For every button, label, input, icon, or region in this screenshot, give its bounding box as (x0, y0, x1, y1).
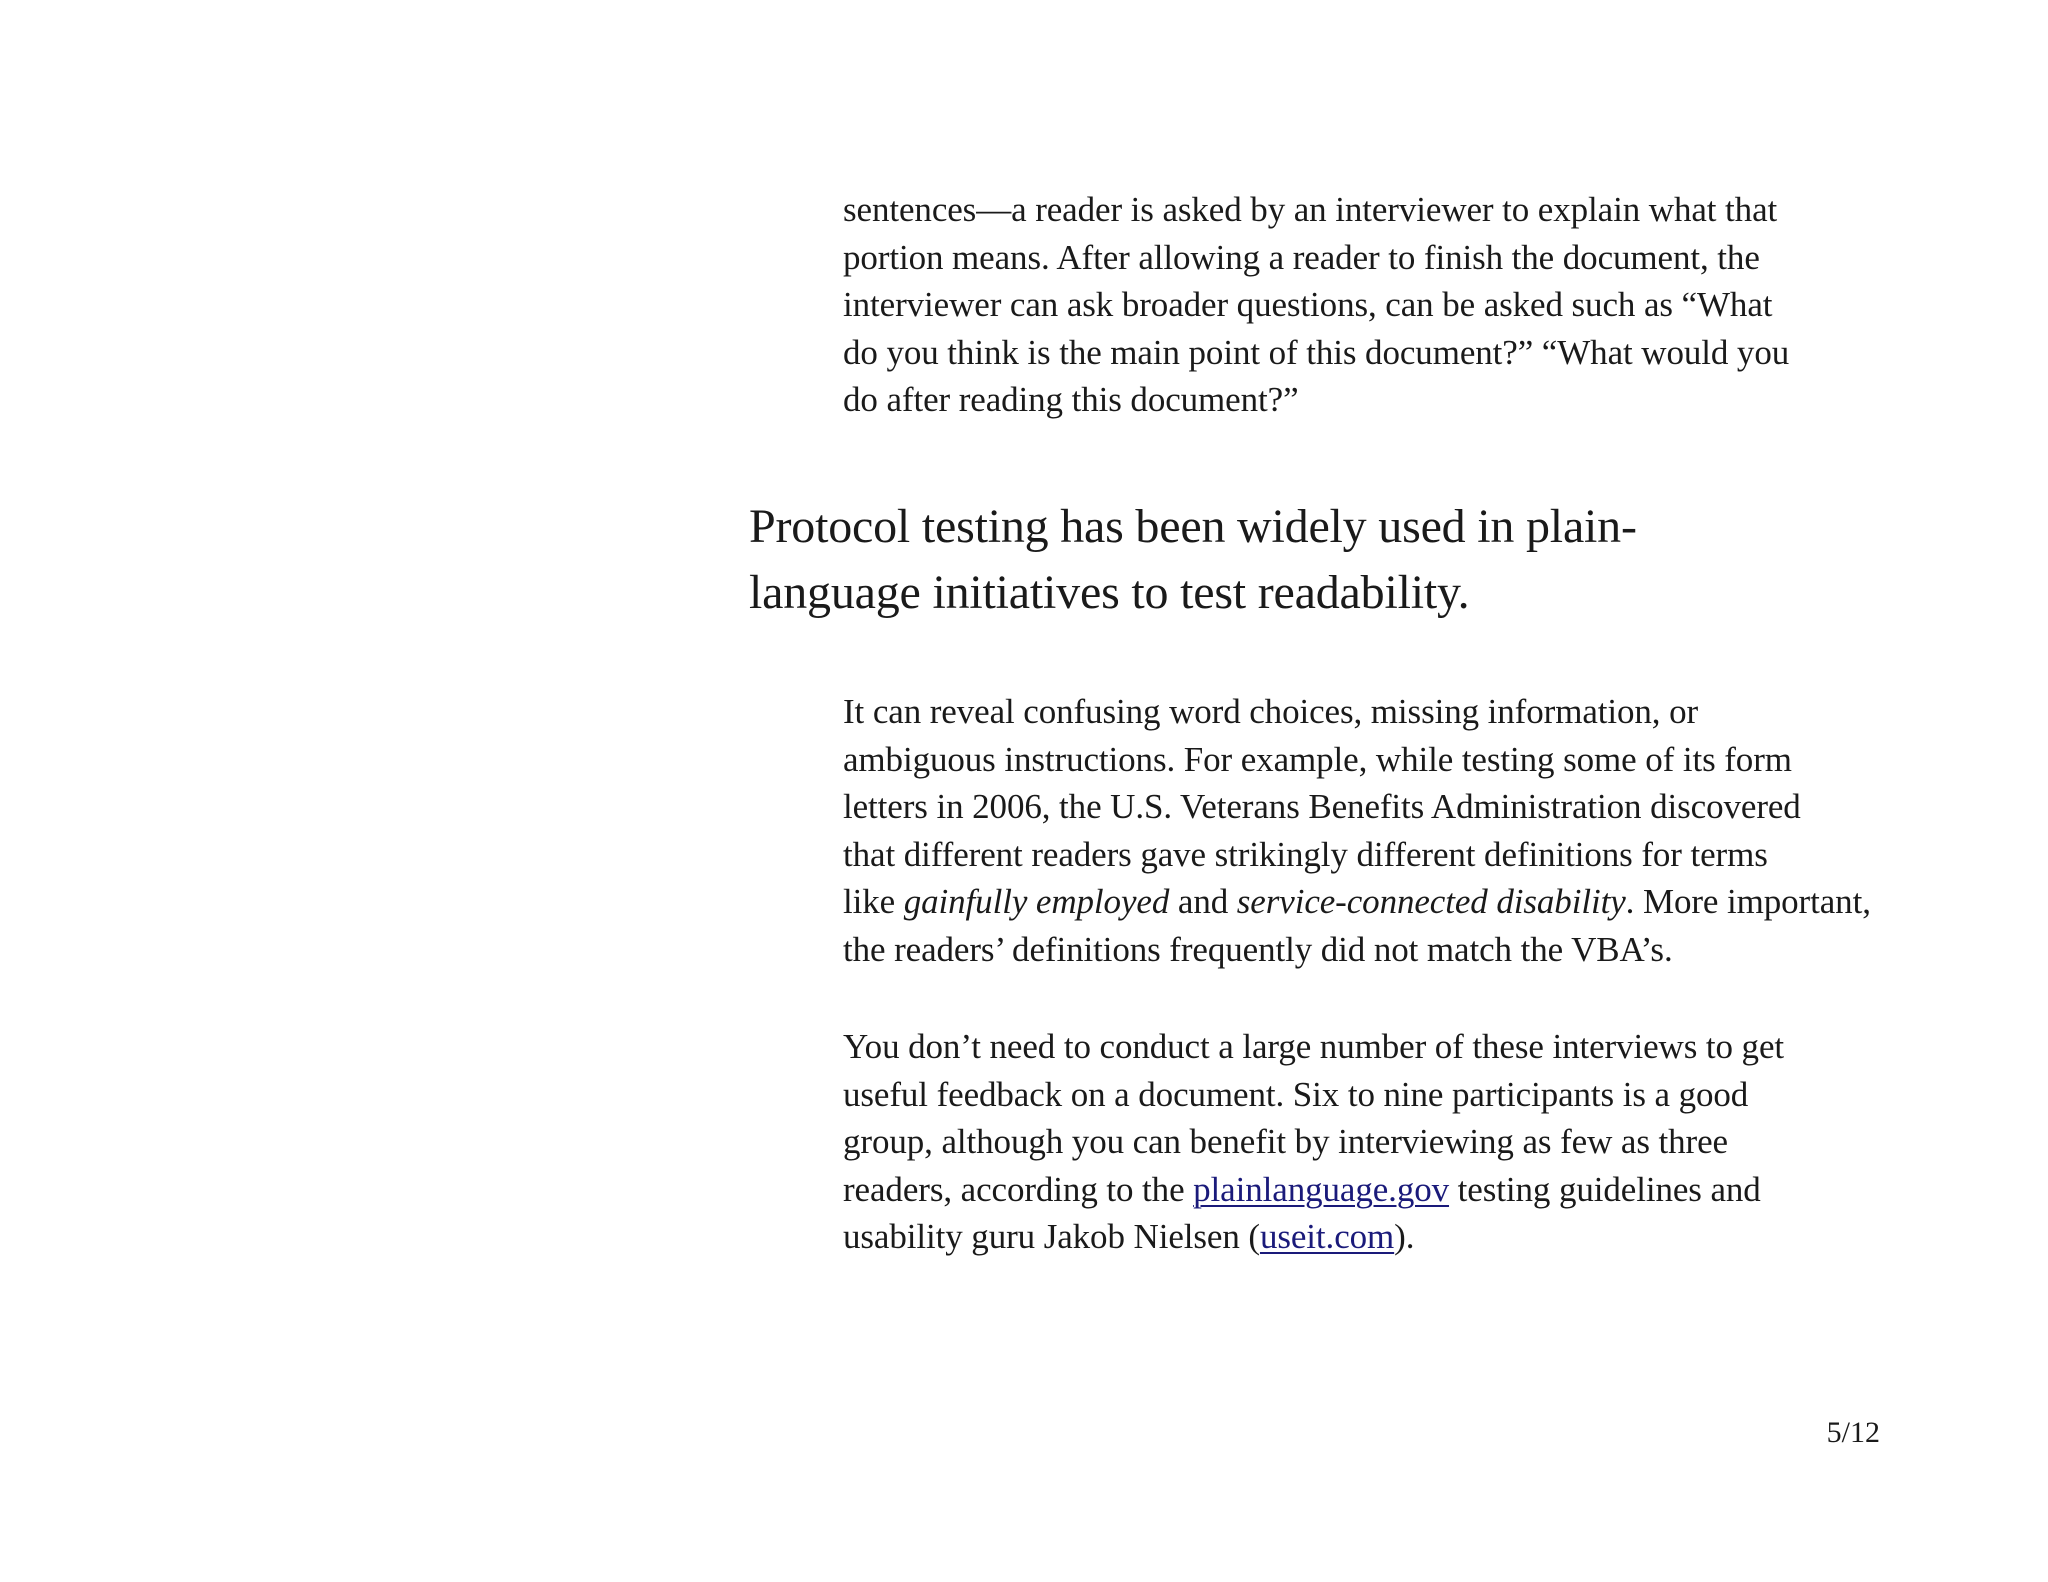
text-fragment: like (843, 882, 904, 921)
text-line: useful feedback on a document. Six to nine participants is a good (843, 1074, 1749, 1114)
paragraph-vba (843, 688, 1883, 973)
term-service-connected-disability: service-connected disability (1236, 882, 1626, 921)
text-line: portion means. After allowing a reader to finish the document, the (843, 237, 1760, 277)
text-line (843, 1213, 1883, 1261)
term-gainfully-employed: gainfully employed (903, 882, 1170, 921)
text-line (843, 1166, 1883, 1214)
text-line: letters in 2006, the U.S. Veterans Benefits Administration discovered (843, 787, 1801, 826)
section-heading (749, 494, 1909, 626)
plainlanguage-link[interactable]: plainlanguage.gov (1193, 1169, 1450, 1209)
text-line: You don’t need to conduct a large number of these interviews to get (843, 1027, 1785, 1066)
text-line: interviewer can ask broader questions, can be asked such as “What (843, 285, 1773, 324)
text-line: ambiguous instructions. For example, while testing some of its form (843, 739, 1792, 779)
paragraph-intro (843, 186, 1883, 424)
heading-line: language initiatives to test readability. (749, 566, 1470, 619)
text-fragment: ). (1394, 1217, 1415, 1256)
text-line: the readers’ definitions frequently did not match the VBA’s. (843, 929, 1673, 969)
text-line: that different readers gave strikingly different definitions for terms (843, 834, 1768, 874)
page-number: 5/12 (1826, 1416, 1880, 1449)
useit-link[interactable]: useit.com (1259, 1217, 1395, 1256)
text-line: group, although you can benefit by interviewing as few as three (843, 1122, 1728, 1161)
paragraph-interviews (843, 1023, 1883, 1261)
text-fragment: readers, according to the (843, 1169, 1194, 1209)
text-fragment: usability guru Jakob Nielsen ( (843, 1217, 1260, 1256)
text-line (843, 878, 1883, 926)
heading-line: Protocol testing has been widely used in plain- (749, 500, 1637, 553)
text-line: do after reading this document?” (843, 380, 1299, 419)
text-line: It can reveal confusing word choices, missing information, or (843, 692, 1699, 731)
text-line: sentences—a reader is asked by an interviewer to explain what that (843, 190, 1778, 229)
text-fragment: . More important, (1625, 882, 1871, 921)
text-fragment: testing guidelines and (1449, 1169, 1761, 1209)
text-line: do you think is the main point of this document?” “What would you (843, 332, 1790, 372)
text-fragment: and (1169, 882, 1237, 921)
